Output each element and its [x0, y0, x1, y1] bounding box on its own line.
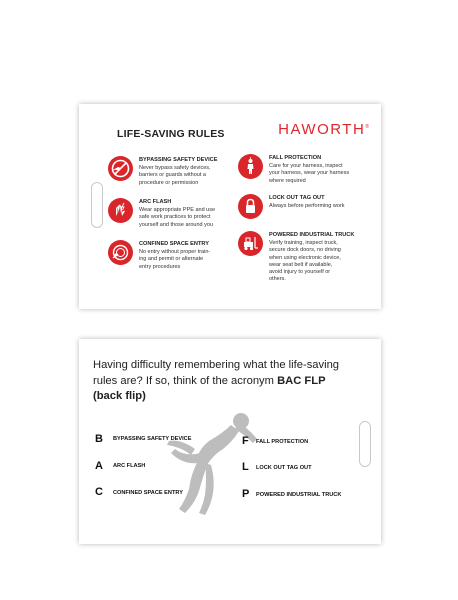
acronym-rule-name: FALL PROTECTION — [256, 439, 309, 445]
rule-title: CONFINED SPACE ENTRY — [139, 241, 209, 247]
acronym-card — [79, 339, 381, 544]
registered-mark: ® — [365, 124, 369, 130]
rule-title: BYPASSING SAFETY DEVICE — [139, 157, 218, 163]
forklift-icon — [238, 231, 263, 256]
question-line-1: Having difficulty remembering what the life-saving — [93, 359, 340, 371]
acronym: BAC FLP — [277, 374, 326, 387]
brand-name: HAWORTH — [278, 121, 366, 138]
acronym-rule-name: BYPASSING SAFETY DEVICE — [113, 436, 192, 442]
acronym-letter-l: L — [242, 461, 249, 473]
acronym-rule-name: CONFINED SPACE ENTRY — [113, 490, 183, 496]
lanyard-slot — [91, 182, 103, 228]
rule-description: Care for your harness, inspect your harness, wear your harness where required — [269, 163, 350, 184]
bypass-hand-icon — [108, 156, 133, 181]
lockout-icon — [238, 194, 263, 219]
acronym-letter-a: A — [95, 460, 103, 472]
acronym-letter-p: P — [242, 488, 250, 500]
acronym-letter-f: F — [242, 435, 249, 447]
rule-title: ARC FLASH — [139, 199, 172, 205]
rule-description: No entry without proper train- ing and permit or alternate entry procedures — [139, 249, 211, 270]
rule-description: Verify training, inspect truck, secure dock doors, no driving when using electronic device, wear seat belt if available, avoid injury to yourself or others. — [269, 240, 341, 283]
haworth-logo — [278, 121, 369, 138]
arc-flash-icon — [108, 198, 133, 223]
acronym-rule-name: POWERED INDUSTRIAL TRUCK — [256, 492, 342, 498]
life-saving-rules-card — [79, 104, 381, 309]
rule-title: POWERED INDUSTRIAL TRUCK — [269, 232, 355, 238]
rule-title: FALL PROTECTION — [269, 155, 322, 161]
rule-description: Never bypass safety devices, barriers or guards without a procedure or permission — [139, 165, 211, 186]
rule-title: LOCK OUT TAG OUT — [269, 195, 325, 201]
rule-description: Always before performing work — [269, 203, 345, 209]
fall-protection-icon — [238, 154, 263, 179]
question-line-2: rules are? If so, think of the acronym — [93, 374, 278, 387]
back-flip-silhouette — [161, 409, 271, 527]
rule-description: Wear appropriate PPE and use safe work practices to protect yourself and those around you — [139, 207, 216, 228]
acronym-rule-name: ARC FLASH — [113, 463, 146, 469]
acronym-hint: (back flip) — [93, 390, 146, 403]
card-title: LIFE-SAVING RULES — [117, 128, 225, 140]
acronym-rule-name: LOCK OUT TAG OUT — [256, 465, 312, 471]
question-text — [93, 358, 339, 405]
confined-space-icon — [108, 240, 133, 265]
acronym-letter-b: B — [95, 433, 103, 445]
lanyard-slot — [359, 421, 371, 467]
acronym-letter-c: C — [95, 486, 103, 498]
